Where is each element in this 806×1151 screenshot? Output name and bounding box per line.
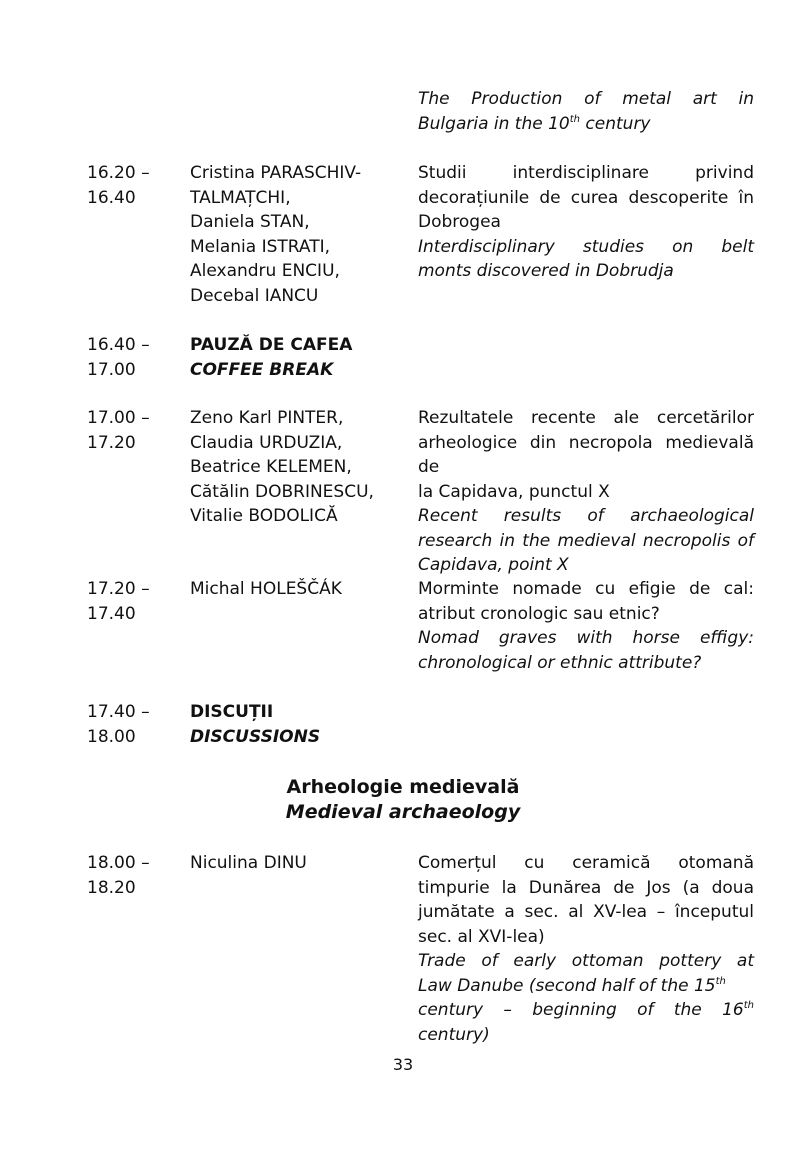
entry3-time: 17.20 – 17.40: [87, 579, 150, 624]
entry1-authors: Cristina PARASCHIV- TALMAȚCHI, Daniela STAN, Melania ISTRATI, Alexandru ENCIU, Decebal IANCU: [190, 163, 362, 306]
page-number: 33: [392, 1055, 414, 1074]
section-heading: Arheologie medievală Medieval archaeology: [285, 776, 521, 823]
entry2-authors: Zeno Karl PINTER, Claudia URDUZIA, Beatrice KELEMEN, Cătălin DOBRINESCU, Vitalie BODOLICĂ: [190, 408, 374, 526]
discussions-time: 17.40 – 18.00: [87, 702, 150, 747]
continued-title-en: The Production of metal art in Bulgaria in the 10th century: [418, 89, 754, 134]
entry1-title: Studii interdisciplinare privind decorațiunile de curea descoperite în Dobrogea Interdisciplinary studies on belt monts discovered in Dobrudja: [418, 163, 754, 281]
entry2-title: Rezultatele recente ale cercetărilor arheologice din necropola medievală de la Capidava, punctul X Recent results of archaeological research in the medieval necropolis of Capidava, point X: [418, 408, 754, 575]
entry3-authors: Michal HOLEŠČÁK: [190, 579, 342, 599]
discussions-label: DISCUȚII DISCUSSIONS: [190, 702, 321, 747]
entry4-title: Comerțul cu ceramică otomană timpurie la Dunărea de Jos (a doua jumătate a sec. al XV-lea – începutul sec. al XVI-lea) Trade of early ottoman pottery at Law Danube (second half of the 15th century – beginning of the 16th century): [418, 853, 754, 1045]
entry3-title: Morminte nomade cu efigie de cal: atribut cronologic sau etnic? Nomad graves with horse effigy: chronological or ethnic attribute?: [418, 579, 754, 673]
entry2-time: 17.00 – 17.20: [87, 408, 150, 453]
entry4-time: 18.00 – 18.20: [87, 853, 150, 898]
break-label: PAUZĂ DE CAFEA COFFEE BREAK: [190, 335, 353, 380]
entry4-authors: Niculina DINU: [190, 853, 307, 873]
entry1-time: 16.20 – 16.40: [87, 163, 150, 208]
break-time: 16.40 – 17.00: [87, 335, 150, 380]
